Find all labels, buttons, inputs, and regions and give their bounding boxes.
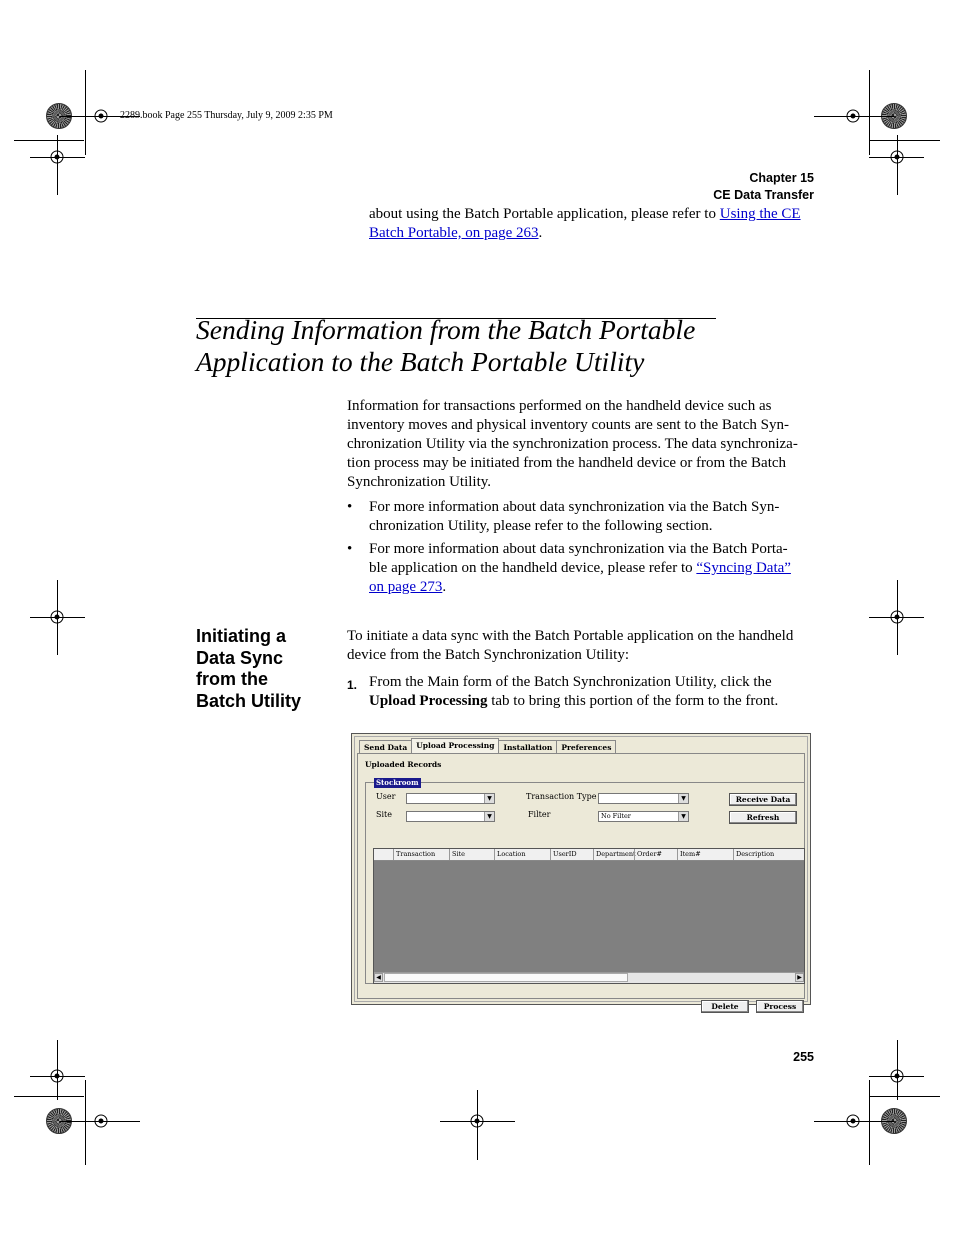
print-slug: 2289.book Page 255 Thursday, July 9, 2009 2:35 PM	[120, 110, 333, 121]
subsection-heading: Initiating a Data Sync from the Batch Utility	[196, 626, 302, 711]
refresh-button[interactable]: Refresh	[729, 811, 797, 824]
step-number: 1.	[347, 678, 358, 692]
column-header[interactable]: Location	[494, 849, 550, 860]
column-header[interactable]: UserID	[550, 849, 593, 860]
tab-strip	[359, 740, 615, 754]
user-label: User	[376, 792, 396, 801]
body-paragraph: Information for transactions performed on the handheld device such as inventory moves and physical inventory counts are sent to the Batch Syn- chronization Utility via the synchronization process. The data synchroniza- tion process may be initiated from the handheld device or from the Batch Synchronization Utility.	[347, 398, 798, 490]
grid-header	[374, 849, 804, 861]
chevron-down-icon: ▼	[484, 812, 494, 821]
process-button[interactable]: Process	[756, 1000, 804, 1013]
registration-target-icon	[887, 607, 907, 627]
section-heading: Sending Information from the Batch Portable Application to the Batch Portable Utility	[196, 314, 696, 377]
filter-label: Filter	[528, 810, 551, 819]
stockroom-label: Stockroom	[376, 778, 419, 787]
registration-target-icon	[843, 106, 863, 126]
column-header[interactable]: Order#	[634, 849, 677, 860]
uploaded-records-title: Uploaded Records	[365, 760, 442, 769]
bullet-icon: •	[347, 499, 353, 515]
receive-data-button[interactable]: Receive Data	[729, 793, 797, 806]
column-header[interactable]: Transaction	[393, 849, 449, 860]
list-item: For more information about data synchronization via the Batch Syn- chronization Utility, please refer to the following section.	[369, 499, 780, 534]
column-header[interactable]: Item#	[677, 849, 733, 860]
tab-preferences[interactable]: Preferences	[556, 740, 616, 754]
xref-link-using-ce-batch-portable-cont[interactable]: Batch Portable, on page 263	[369, 225, 539, 241]
tab-send-data[interactable]: Send Data	[359, 740, 412, 754]
scroll-right-icon[interactable]: ▶	[795, 973, 804, 982]
column-header[interactable]: Site	[449, 849, 494, 860]
scroll-thumb[interactable]	[384, 973, 628, 982]
chevron-down-icon: ▼	[484, 794, 494, 803]
intro-paragraph: about using the Batch Portable application, please refer to Using the CE Batch Portable, on page 263.	[369, 206, 801, 241]
user-dropdown[interactable]	[406, 793, 495, 804]
chapter-title: CE Data Transfer	[713, 188, 814, 202]
filter-dropdown[interactable]	[598, 811, 689, 822]
body-paragraph: To initiate a data sync with the Batch Portable application on the handheld device from the Batch Synchronization Utility:	[347, 628, 794, 663]
xref-link-using-ce-batch-portable[interactable]: Using the CE	[719, 206, 801, 222]
xref-link-syncing-data-cont[interactable]: on page 273	[369, 579, 443, 595]
column-header[interactable]: Description	[733, 849, 803, 860]
site-dropdown[interactable]	[406, 811, 495, 822]
registration-target-icon	[887, 147, 907, 167]
chevron-down-icon: ▼	[678, 794, 688, 803]
scroll-left-icon[interactable]: ◀	[374, 973, 383, 982]
running-header	[713, 170, 814, 204]
upload-processing-screenshot	[351, 733, 811, 1011]
registration-target-icon	[91, 1111, 111, 1131]
uploaded-records-grid[interactable]	[373, 848, 805, 984]
registration-target-icon	[47, 1066, 67, 1086]
registration-target-icon	[47, 607, 67, 627]
delete-button[interactable]: Delete	[701, 1000, 749, 1013]
list-item: For more information about data synchronization via the Batch Porta- ble application on the handheld device, please refer to “Syncing Data” on page 273.	[369, 541, 791, 595]
column-header[interactable]: Department	[593, 849, 634, 860]
bullet-icon: •	[347, 541, 353, 557]
horizontal-scrollbar[interactable]	[374, 972, 804, 983]
registration-target-icon	[91, 106, 111, 126]
ui-term: Upload Processing	[369, 693, 488, 709]
transaction-type-label: Transaction Type	[526, 792, 597, 801]
tab-installation[interactable]: Installation	[498, 740, 557, 754]
page-number: 255	[793, 1050, 814, 1064]
registration-target-icon	[47, 147, 67, 167]
site-label: Site	[376, 810, 392, 819]
registration-target-icon	[887, 1066, 907, 1086]
chapter-number: Chapter 15	[749, 171, 814, 185]
registration-target-icon	[843, 1111, 863, 1131]
xref-link-syncing-data[interactable]: “Syncing Data”	[696, 560, 791, 576]
registration-target-icon	[467, 1111, 487, 1131]
filter-value: No Filter	[601, 812, 631, 820]
chevron-down-icon: ▼	[678, 812, 688, 821]
transaction-type-dropdown[interactable]	[598, 793, 689, 804]
upload-processing-pane	[357, 753, 805, 1011]
tab-upload-processing[interactable]: Upload Processing	[411, 738, 499, 755]
